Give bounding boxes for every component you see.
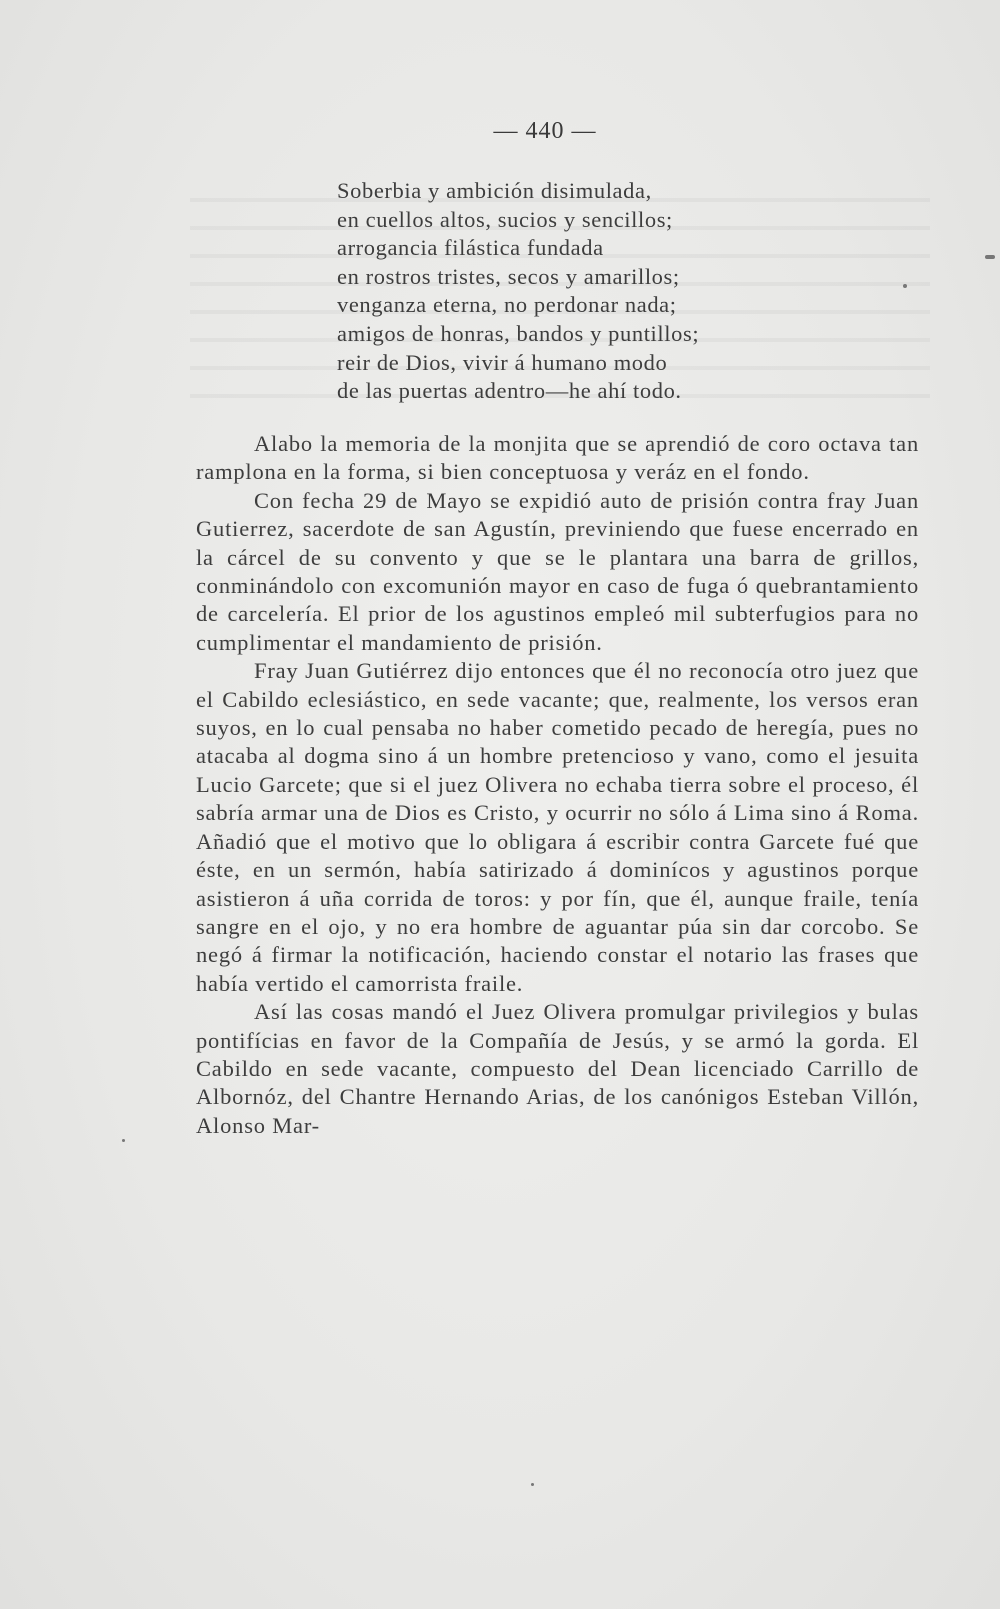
paragraph: Así las cosas mandó el Juez Olivera promulgar privilegios y bulas pontifícias en favor de la Compañía de Jesús, y se armó la gorda. El Cabildo en sede vacante, compuesto del Dean licenciado Carrillo de Albornóz, del Chantre Hernando Arias, de los canónigos Esteban Villón, Alonso Mar- [196, 999, 919, 1138]
paragraph: Alabo la memoria de la monjita que se aprendió de coro octava tan ramplona en la forma, si bien conceptuosa y veráz en el fondo. [196, 431, 919, 485]
body-text [196, 430, 919, 1140]
verse-line: en cuellos altos, sucios y sencillos; [337, 206, 673, 232]
verse-line: reir de Dios, vivir á humano modo [337, 349, 668, 375]
verse-stanza [337, 177, 897, 406]
verse-line: en rostros tristes, secos y amarillos; [337, 263, 680, 289]
verse-line: amigos de honras, bandos y puntillos; [337, 320, 700, 346]
ink-speck [903, 284, 907, 288]
verse-line: arrogancia filástica fundada [337, 235, 604, 261]
verse-line: de las puertas adentro—he ahí todo. [337, 378, 682, 404]
page-number: — 440 — [493, 118, 597, 144]
verse-line: Soberbia y ambición disimulada, [337, 178, 652, 203]
paragraph: Fray Juan Gutiérrez dijo entonces que él no reconocía otro juez que el Cabildo eclesiástico, en sede vacante; que, realmente, los versos eran suyos, en lo cual pensaba no haber cometido pecado de heregía, pues no atacaba al dogma sino á un hombre pretencioso y vano, como el jesuita Lucio Garcete; que si el juez Olivera no echaba tierra sobre el proceso, él sabría armar una de Dios es Cristo, y ocurrir no sólo á Lima sino á Roma. Añadió que el motivo que lo obligara á escribir contra Garcete fué que éste, en un sermón, había satirizado á dominícos y agustinos porque asistieron á uña corrida de toros: y por fín, que él, aunque fraile, tenía sangre en el ojo, y no era hombre de aguantar púa sin dar corcobo. Se negó á firmar la notificación, haciendo constar el notario las frases que había vertido el camorrista fraile. [196, 658, 919, 996]
verse-line: venganza eterna, no perdonar nada; [337, 292, 677, 318]
ink-speck [531, 1483, 534, 1486]
ink-speck [122, 1139, 125, 1142]
ink-speck [985, 255, 995, 259]
paragraph: Con fecha 29 de Mayo se expidió auto de prisión contra fray Juan Gutierrez, sacerdote de san Agustín, previniendo que fuese encerrado en la cárcel de su convento y que se le plantara una barra de grillos, conminándolo con excomunión mayor en caso de fuga ó quebrantamiento de carcelería. El prior de los agustinos empleó mil subterfugios para no cumplimentar el mandamiento de prisión. [196, 487, 919, 655]
